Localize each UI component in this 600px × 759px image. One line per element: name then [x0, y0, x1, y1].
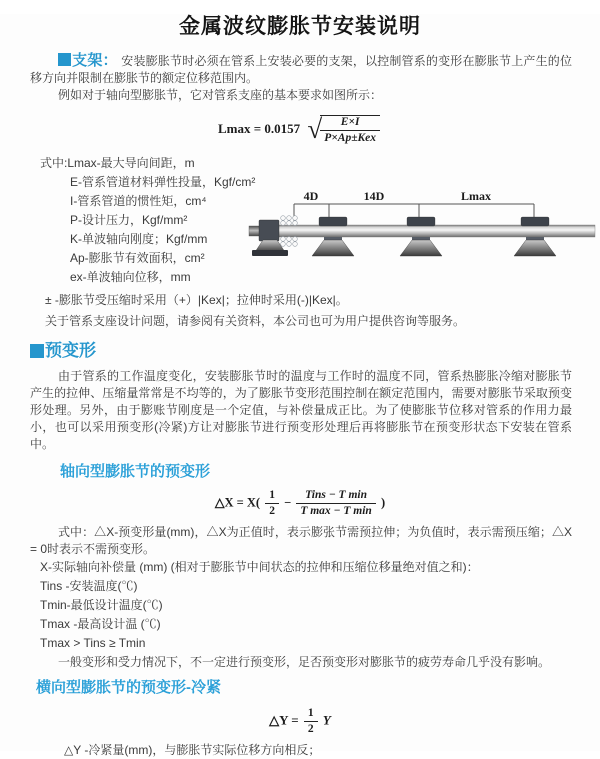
definition-line: Ap-膨胀节有效面积，cm²: [70, 251, 205, 265]
lateral-formula-rhs: Y: [322, 712, 331, 728]
fraction-numerator: Tins − T min: [296, 489, 376, 504]
variable-line: Tmax > Tins ≥ Tmin: [40, 636, 146, 650]
predeform-heading-text: 预变形: [45, 341, 96, 360]
variable-line: Tmax -最高设计温 (℃): [40, 617, 161, 631]
plus-minus-note: ± -膨胀节受压缩时采用（+）|Kex|；拉伸时采用(-)|Kex|。: [45, 293, 348, 307]
support-example-line: 例如对于轴向型膨胀节，它对管系支座的基本要求如图所示：: [58, 88, 383, 102]
dim-label-lmax: Lmax: [461, 189, 491, 203]
sqrt-radical-icon: √: [307, 113, 323, 144]
definition-line: K-单波轴向刚度；Kgf/mm: [70, 232, 208, 246]
axial-explanation: 式中：△X-预变形量(mm)，△X为正值时，表示膨张节需预拉伸；为负值时，表示需预压缩；△X = 0时表示不需预变形。: [30, 525, 572, 556]
definition-line: 式中:Lmax-最大导向间距，m: [40, 156, 195, 170]
dim-label-4d: 4D: [303, 189, 319, 203]
axial-formula-rhs: ): [380, 495, 386, 510]
fraction-denominator: P×Ap±Kex: [324, 132, 377, 144]
half-fraction: [304, 707, 318, 736]
half-fraction: [265, 489, 279, 518]
axial-formula: [0, 489, 600, 518]
support-intro-text: 安装膨胀节时必须在管系上安装必要的支架，以控制管系的变形在膨胀节上产生的位移方向并限制在膨胀节的额定位移范围内。: [30, 54, 572, 85]
variable-line: X-实际轴向补偿量 (mm) (相对于膨胀节中间状态的拉伸和压缩位移量绝对值之和)：: [40, 560, 479, 574]
fraction-denominator: T max − T min: [300, 505, 372, 517]
support-section-label: [58, 52, 118, 69]
support-label-text: 支架：: [72, 52, 118, 69]
dim-label-14d: 14D: [363, 189, 385, 203]
definition-line: E-管系管道材料弹性投量，Kgf/cm²: [70, 175, 256, 189]
service-note: 关于管系支座设计问题，请参阅有关资料，本公司也可为用户提供咨询等服务。: [45, 314, 466, 328]
pipe: [273, 225, 595, 237]
predeform-paragraph: 由于管系的工作温度变化，安装膨胀节时的温度与工作时的温度不同，管系热膨胀冷缩对膨胀节产生的拉伸、压缩量常常是不均等的，为了膨胀节变形范围控制在额定范围内，需要对膨胀节采取预变形处理。另外，由于膨账节刚度是一个定值，与补偿量成正比。为了使膨胀节位移对管系的作用力最小，也可以采用预变形(冷紧)方让对膨胀节进行预变形处理后再将膨胀节在预变形状态下安装在管系中。: [30, 369, 572, 451]
definition-line: I-管系管道的惯性矩，cm⁴: [70, 194, 207, 208]
document-page: [0, 14, 600, 757]
fraction-denominator: 2: [269, 505, 275, 517]
definition-line: P-设计压力，Kgf/mm²: [70, 213, 188, 227]
definitions-and-diagram-row: [0, 154, 600, 288]
axial-formula-lhs: △X = X(: [214, 495, 261, 510]
lateral-formula: [0, 707, 600, 736]
variable-line: Tmin-最低设计温度(℃): [40, 598, 163, 612]
definition-line: ex-单波轴向位移，mm: [70, 270, 191, 284]
lateral-note: △Y -冷紧量(mm)，与膨胀节实际位移方向相反；: [64, 743, 321, 757]
axial-closing-line: 一般变形和受力情况下，不一定进行预变形，足否预变形对膨胀节的疲劳寿命几乎没有影响。: [58, 655, 551, 669]
lateral-predeform-heading: 横向型膨胀节的预变形-冷紧: [36, 679, 221, 696]
page-title: 金属波纹膨胀节安装说明: [179, 15, 421, 38]
blue-square-icon: [58, 53, 71, 66]
lateral-formula-lhs: △Y =: [269, 712, 299, 728]
predeform-heading: [30, 341, 600, 361]
lmax-formula: [0, 115, 600, 145]
minus-sign: −: [284, 495, 292, 510]
variable-line: Tins -安装温度(℃): [40, 579, 138, 593]
temperature-fraction: [296, 489, 376, 518]
fraction-numerator: 1: [265, 489, 279, 504]
fraction-denominator: 2: [307, 723, 314, 735]
axial-predeform-heading: 轴向型膨胀节的预变形: [60, 463, 211, 480]
blue-square-icon: [30, 344, 44, 358]
formula-fraction: [320, 115, 380, 145]
support-intro-paragraph: [30, 52, 572, 87]
pipe-support-diagram: [247, 188, 597, 280]
fraction-numerator: 1: [304, 707, 318, 722]
axial-variable-list: [40, 558, 600, 653]
fraction-numerator: E×I: [320, 116, 380, 131]
formula-lhs: Lmax = 0.0157: [217, 120, 301, 136]
formula-notes: [45, 292, 572, 330]
